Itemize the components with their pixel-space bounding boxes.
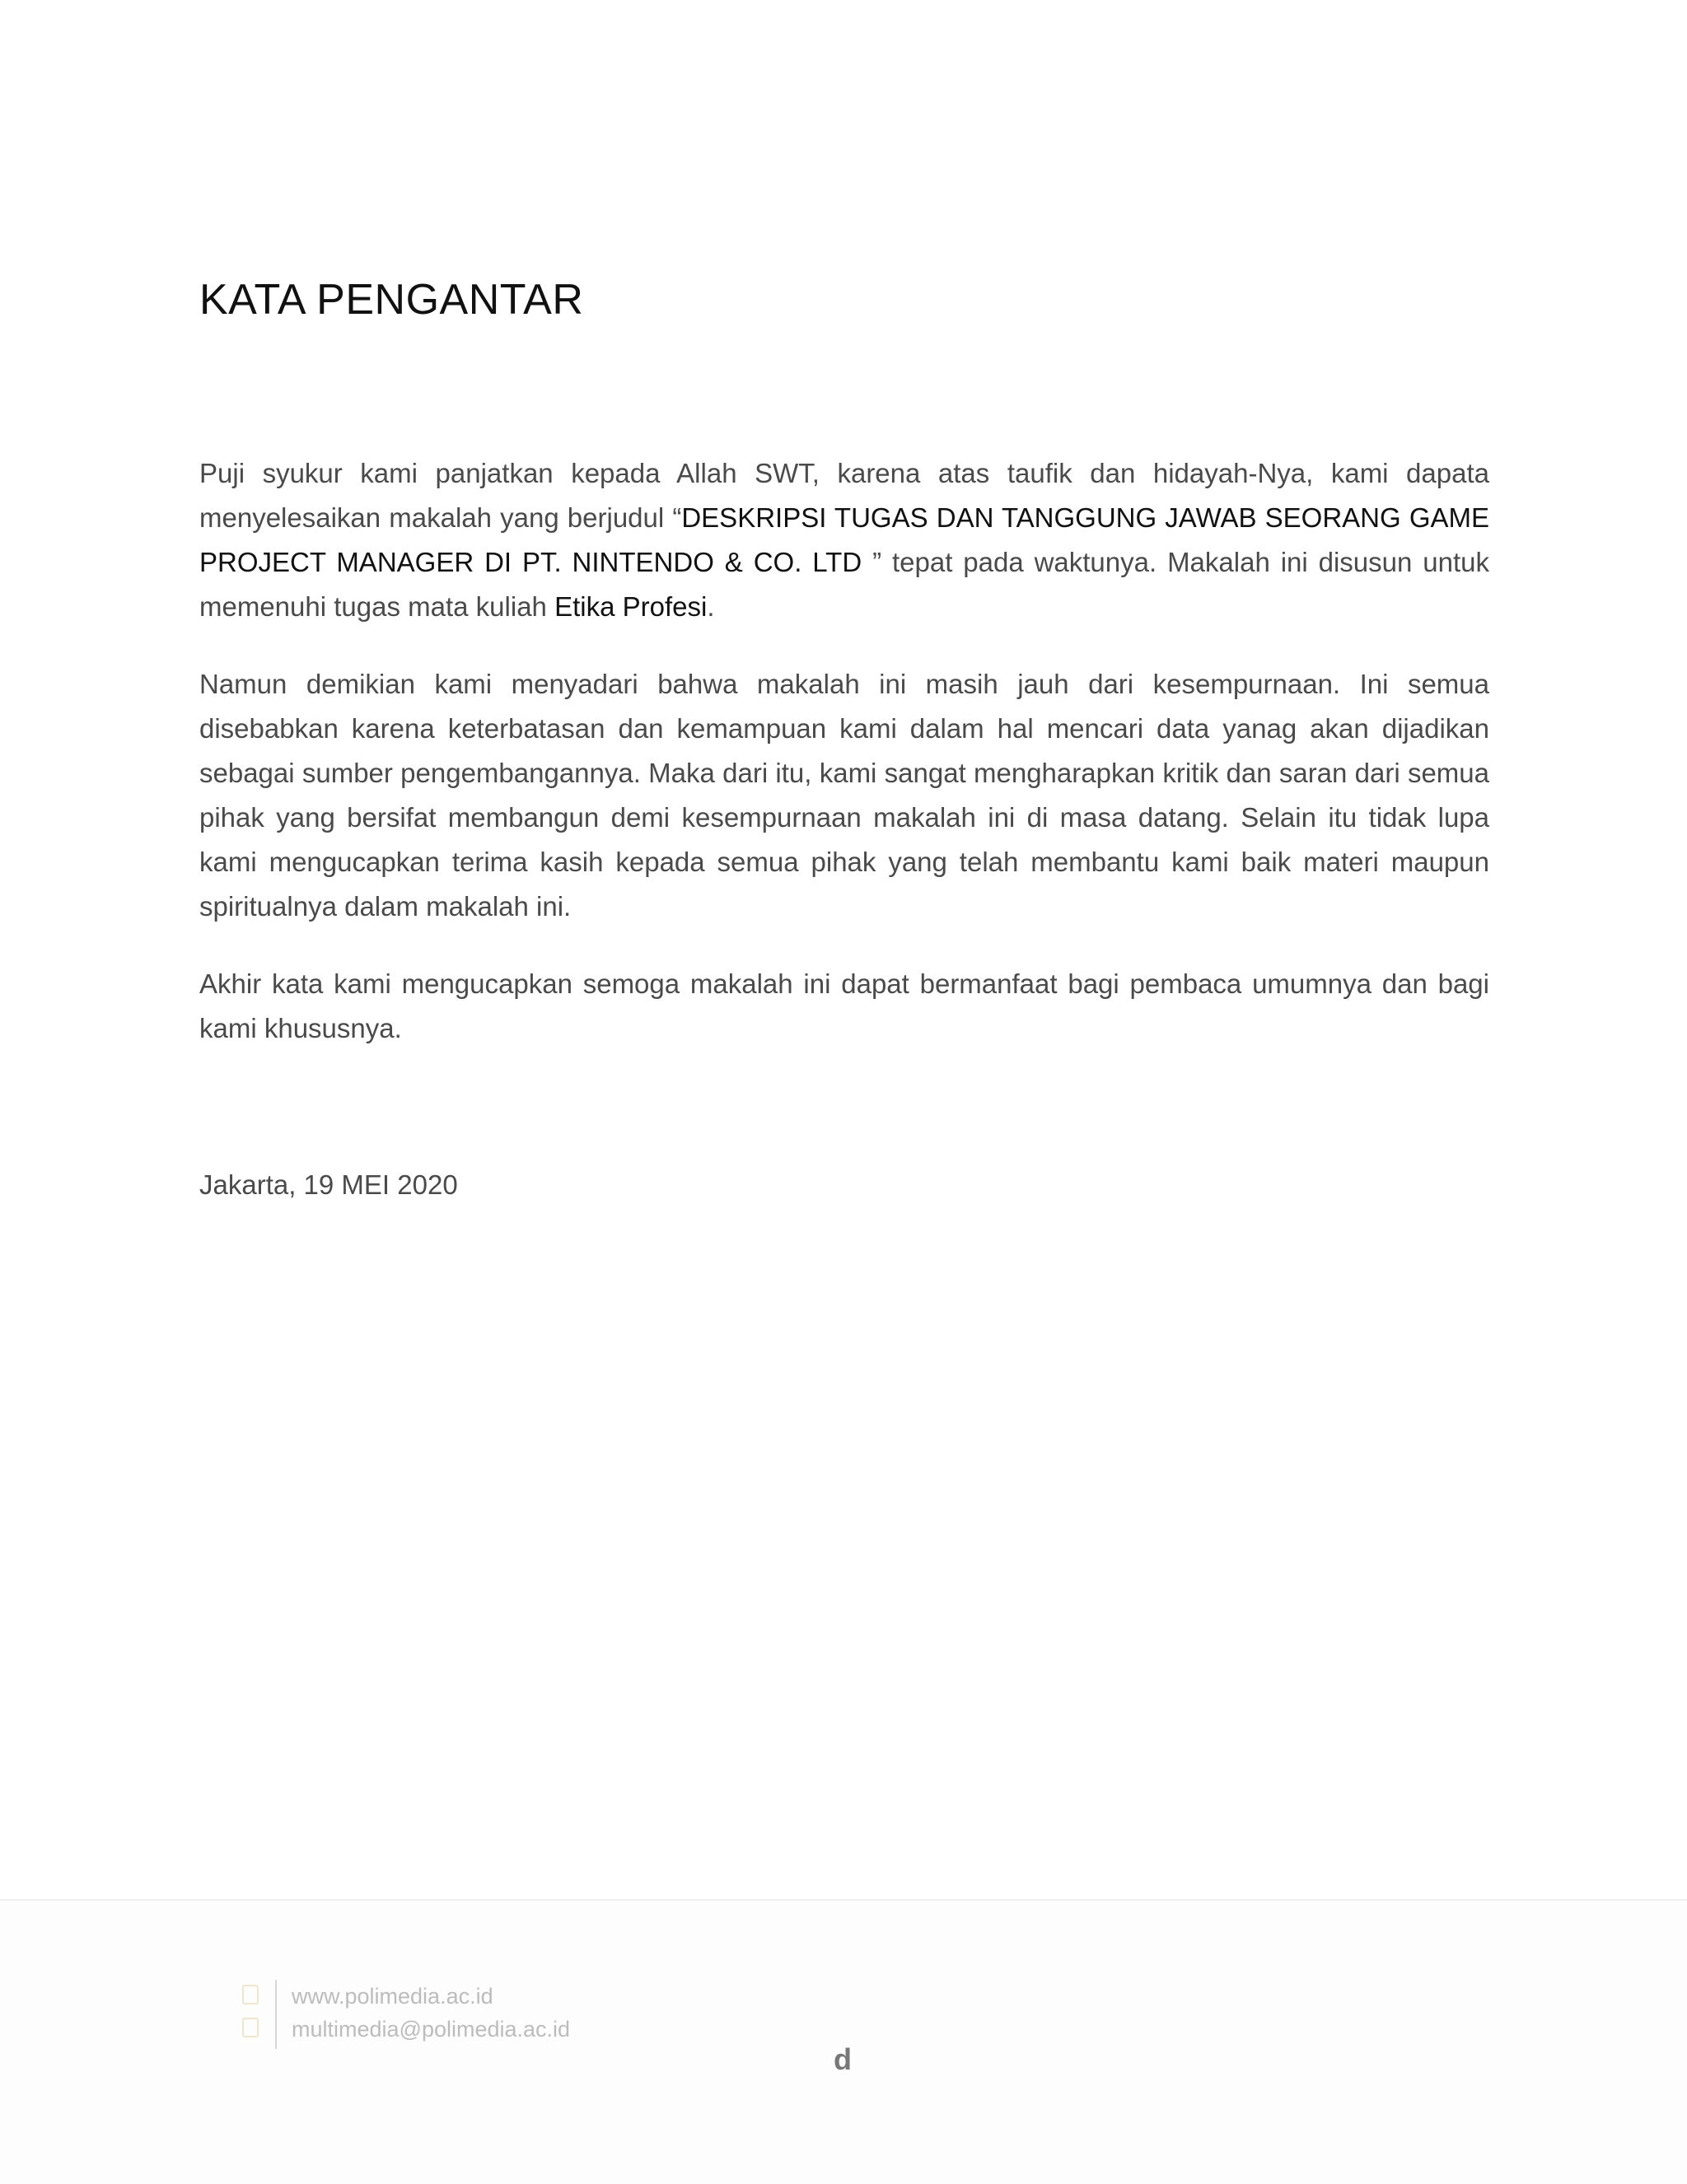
- footer-email-link[interactable]: multimedia@polimedia.ac.id: [292, 2017, 571, 2042]
- paragraph-intro: [199, 451, 1489, 629]
- document-body: [199, 451, 1489, 1084]
- mail-icon: [242, 2018, 259, 2037]
- paragraph-closing: Akhir kata kami mengucapkan semoga makalah ini dapat bermanfaat bagi pembaca umumnya dan bagi kami khususnya.: [199, 968, 1489, 1043]
- paragraph-intro-part1: Puji syukur kami panjatkan kepada Allah SWT, karena atas taufik dan hidayah-Nya, kami dapata menyelesaikan makalah yang berjudul “: [199, 458, 1489, 533]
- page-title: KATA PENGANTAR: [199, 276, 584, 324]
- footer-contact-lines: [292, 1980, 570, 2046]
- paper-title-emphasis: DESKRIPSI TUGAS DAN TANGGUNG JAWAB SEORANG GAME PROJECT MANAGER DI PT. NINTENDO & CO. LTD: [199, 502, 1489, 577]
- signoff-place-date: Jakarta, 19 MEI 2020: [199, 1169, 458, 1200]
- paragraph-intro-part2: ” tepat pada waktunya. Makalah ini disusun untuk memenuhi tugas mata kuliah: [199, 547, 1489, 622]
- paragraph-acknowledgement: Namun demikian kami menyadari bahwa makalah ini masih jauh dari kesempurnaan. Ini semua disebabkan karena keterbatasan dan kemampuan kami dalam hal mencari data yanag akan dijadikan sebagai sumber pengembangannya. Maka dari itu, kami sangat mengharapkan kritik dan saran dari semua pihak yang bersifat membangun demi kesempurnaan makalah ini di masa datang. Selain itu tidak lupa kami mengucapkan terima kasih kepada semua pihak yang telah membantu kami baik materi maupun spiritualnya dalam makalah ini.: [199, 669, 1489, 922]
- course-name-emphasis: Etika Profesi: [554, 591, 708, 622]
- paragraph-intro-part3: .: [707, 591, 715, 622]
- footer-website-link[interactable]: www.polimedia.ac.id: [292, 1984, 493, 2009]
- web-icon: [242, 1985, 259, 2004]
- page-number-mark: d: [834, 2042, 852, 2076]
- footer-contact-icons: [239, 1980, 264, 2051]
- footer-divider: [275, 1980, 277, 2049]
